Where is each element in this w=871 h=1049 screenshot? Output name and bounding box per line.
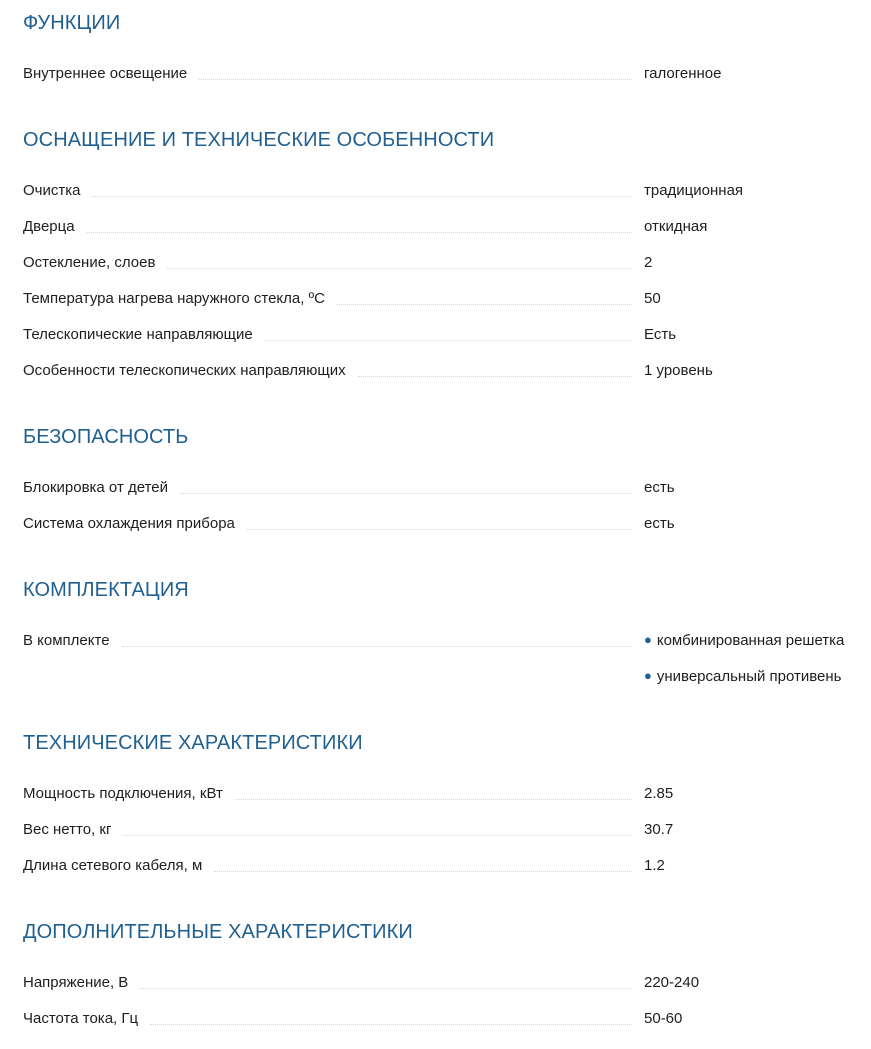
bullet-icon: ●	[644, 668, 652, 683]
spec-value: 50-60	[644, 1010, 683, 1027]
leader-dots	[167, 268, 632, 269]
leader-dots	[235, 799, 632, 800]
list-item-text: комбинированная решетка	[656, 632, 845, 649]
spec-label: Дверца	[23, 218, 75, 235]
spec-value: 220-240	[644, 974, 700, 991]
spec-label: Длина сетевого кабеля, м	[23, 857, 203, 874]
leader-dots	[123, 835, 632, 836]
spec-label: Остекление, слоев	[23, 254, 156, 271]
spec-label: Мощность подключения, кВт	[23, 785, 223, 802]
spec-row-child-lock	[23, 478, 861, 498]
spec-label: В комплекте	[23, 632, 110, 649]
spec-label: Система охлаждения прибора	[23, 515, 235, 532]
spec-value: есть	[644, 515, 675, 532]
spec-row-telescopic-features	[23, 361, 861, 381]
spec-value-list-item	[644, 667, 842, 687]
spec-value: откидная	[644, 218, 708, 235]
spec-row-power	[23, 784, 861, 804]
spec-row-glazing-layers	[23, 253, 861, 273]
section-title-additional: ДОПОЛНИТЕЛЬНЫЕ ХАРАКТЕРИСТИКИ	[23, 921, 413, 943]
spec-label: Внутреннее освещение	[23, 65, 188, 82]
section-title-functions: ФУНКЦИИ	[23, 12, 121, 34]
section-title-technical: ТЕХНИЧЕСКИЕ ХАРАКТЕРИСТИКИ	[23, 732, 363, 754]
spec-label: Напряжение, В	[23, 974, 129, 991]
list-item-text: универсальный противень	[656, 668, 842, 685]
spec-value: 50	[644, 290, 661, 307]
section-title-package: КОМПЛЕКТАЦИЯ	[23, 579, 189, 601]
leader-dots	[265, 340, 632, 341]
spec-label: Блокировка от детей	[23, 479, 169, 496]
spec-row-door	[23, 217, 861, 237]
leader-dots	[337, 304, 632, 305]
spec-value: Есть	[644, 326, 677, 343]
leader-dots	[87, 232, 632, 233]
spec-row-telescopic-rails	[23, 325, 861, 345]
spec-label: Очистка	[23, 182, 81, 199]
leader-dots	[180, 493, 632, 494]
leader-dots	[214, 871, 632, 872]
leader-dots	[199, 79, 632, 80]
spec-row-interior-lighting	[23, 64, 861, 84]
leader-dots	[140, 988, 632, 989]
spec-row-frequency	[23, 1009, 861, 1029]
spec-row-cable-length	[23, 856, 861, 876]
leader-dots	[247, 529, 632, 530]
leader-dots	[150, 1024, 632, 1025]
spec-value: традиционная	[644, 182, 744, 199]
spec-label: Телескопические направляющие	[23, 326, 253, 343]
spec-value: 1 уровень	[644, 362, 713, 379]
spec-value: 2.85	[644, 785, 674, 802]
spec-row-net-weight	[23, 820, 861, 840]
spec-label: Особенности телескопических направляющих	[23, 362, 346, 379]
spec-row-cooling-system	[23, 514, 861, 534]
spec-row-included-continued	[23, 667, 861, 687]
section-title-safety: БЕЗОПАСНОСТЬ	[23, 426, 189, 448]
leader-dots	[92, 196, 632, 197]
spec-value: 30.7	[644, 821, 674, 838]
spec-row-included	[23, 631, 861, 651]
spec-row-voltage	[23, 973, 861, 993]
spec-value: 2	[644, 254, 653, 271]
spec-row-outer-glass-temp	[23, 289, 861, 309]
leader-dots	[358, 376, 632, 377]
spec-value: 1.2	[644, 857, 665, 874]
spec-label: Температура нагрева наружного стекла, ºС	[23, 290, 325, 307]
bullet-icon: ●	[644, 632, 652, 647]
spec-value: есть	[644, 479, 675, 496]
section-title-equipment: ОСНАЩЕНИЕ И ТЕХНИЧЕСКИЕ ОСОБЕННОСТИ	[23, 129, 495, 151]
spec-value-list-item	[644, 631, 844, 651]
spec-value: галогенное	[644, 65, 722, 82]
spec-row-cleaning	[23, 181, 861, 201]
spec-label: Частота тока, Гц	[23, 1010, 139, 1027]
leader-dots	[122, 646, 632, 647]
spec-label: Вес нетто, кг	[23, 821, 112, 838]
